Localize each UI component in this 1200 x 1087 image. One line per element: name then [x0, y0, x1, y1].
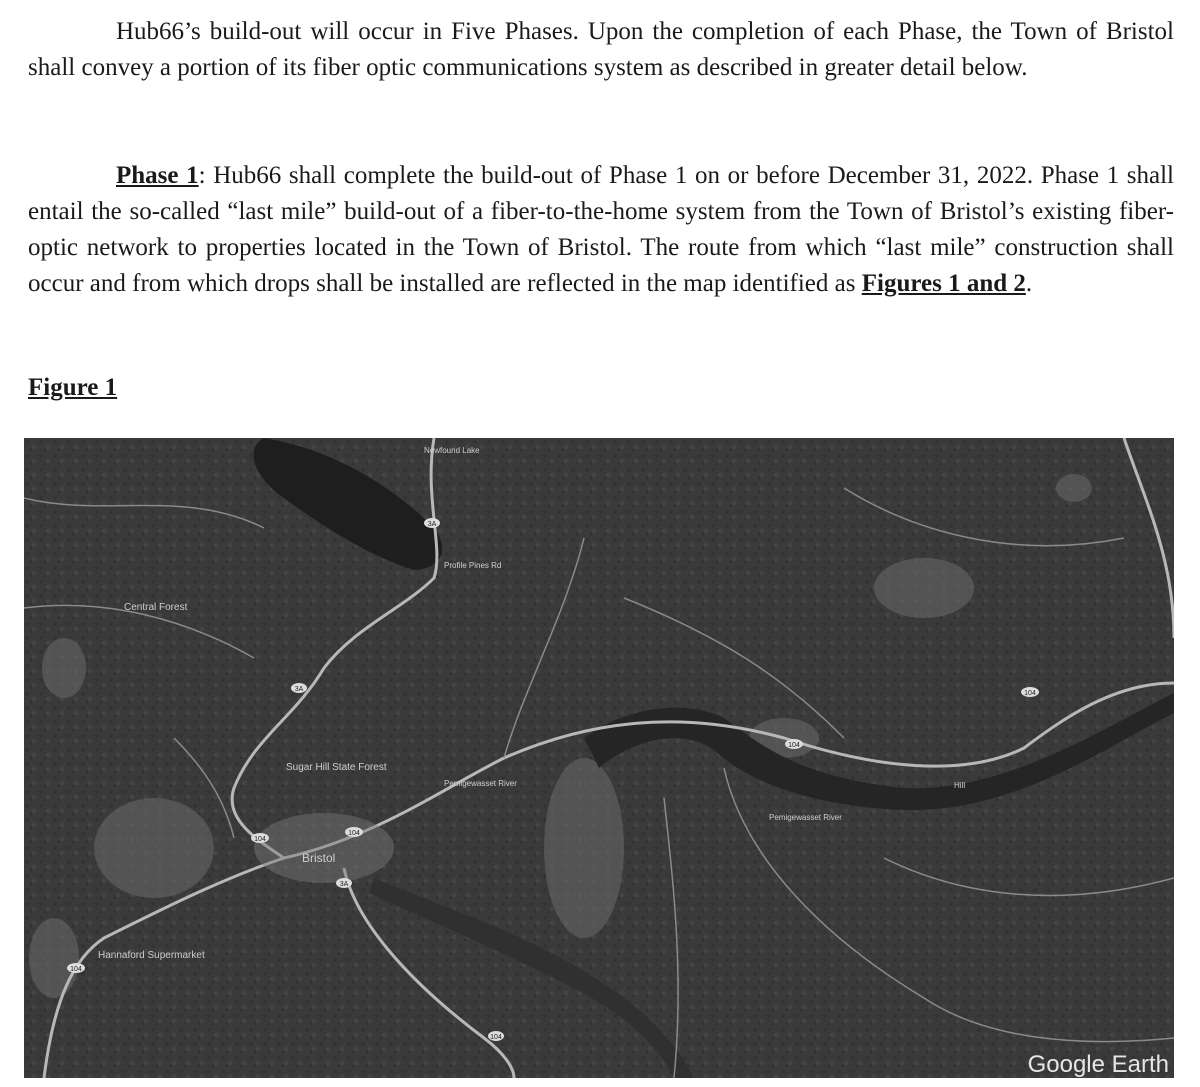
figures-reference: Figures 1 and 2 [861, 270, 1026, 297]
label-hill: Hill [954, 781, 966, 790]
label-profile: Profile Pines Rd [444, 561, 502, 570]
shield-104-e: 104 [1024, 690, 1036, 697]
phase1-paragraph [28, 158, 1174, 302]
label-newfound: Newfound Lake [424, 446, 480, 455]
label-central-forest: Central Forest [124, 602, 188, 613]
shield-3a-top: 3A [427, 521, 437, 528]
satellite-map [24, 438, 1174, 1078]
label-bristol: Bristol [302, 851, 336, 865]
shield-104-d: 104 [788, 742, 800, 749]
phase1-heading: Phase 1 [116, 162, 199, 189]
google-earth-watermark: Google Earth [1027, 1051, 1169, 1078]
phase1-body: : Hub66 shall complete the build-out of Phase 1 on or before December 31, 2022. Phase 1 shall entail the so-called “last mile” build-out of a fiber-to-the-home system from the Town of Bristol’s existing fiber-optic network to properties located in the Town of Bristol. The route from which “last mile” construction shall occur and from which drops shall be installed are reflected in the map identified as [28, 162, 1175, 297]
phase1-end: . [1025, 270, 1033, 297]
intro-paragraph [28, 14, 1174, 86]
map-canvas [24, 438, 1174, 1078]
label-hannaford: Hannaford Supermarket [98, 950, 205, 961]
intro-text: Hub66’s build-out will occur in Five Phases. Upon the completion of each Phase, the Town of Bristol shall convey a portion of its fiber optic communications system as described in greater detail below. [28, 18, 1174, 81]
bristol-town [254, 813, 394, 883]
shield-104-a: 104 [490, 1034, 502, 1041]
shield-104-b: 104 [348, 830, 360, 837]
label-river-west: Pemigewasset River [444, 779, 517, 788]
figure-label: Figure 1 [28, 374, 118, 401]
shield-104-c: 104 [254, 836, 266, 843]
label-river-east: Pemigewasset River [769, 813, 842, 822]
label-sugar-hill: Sugar Hill State Forest [286, 762, 387, 773]
shield-3a-mid: 3A [294, 686, 304, 693]
shield-104-f: 104 [70, 966, 82, 973]
shield-3a-south: 3A [339, 881, 349, 888]
